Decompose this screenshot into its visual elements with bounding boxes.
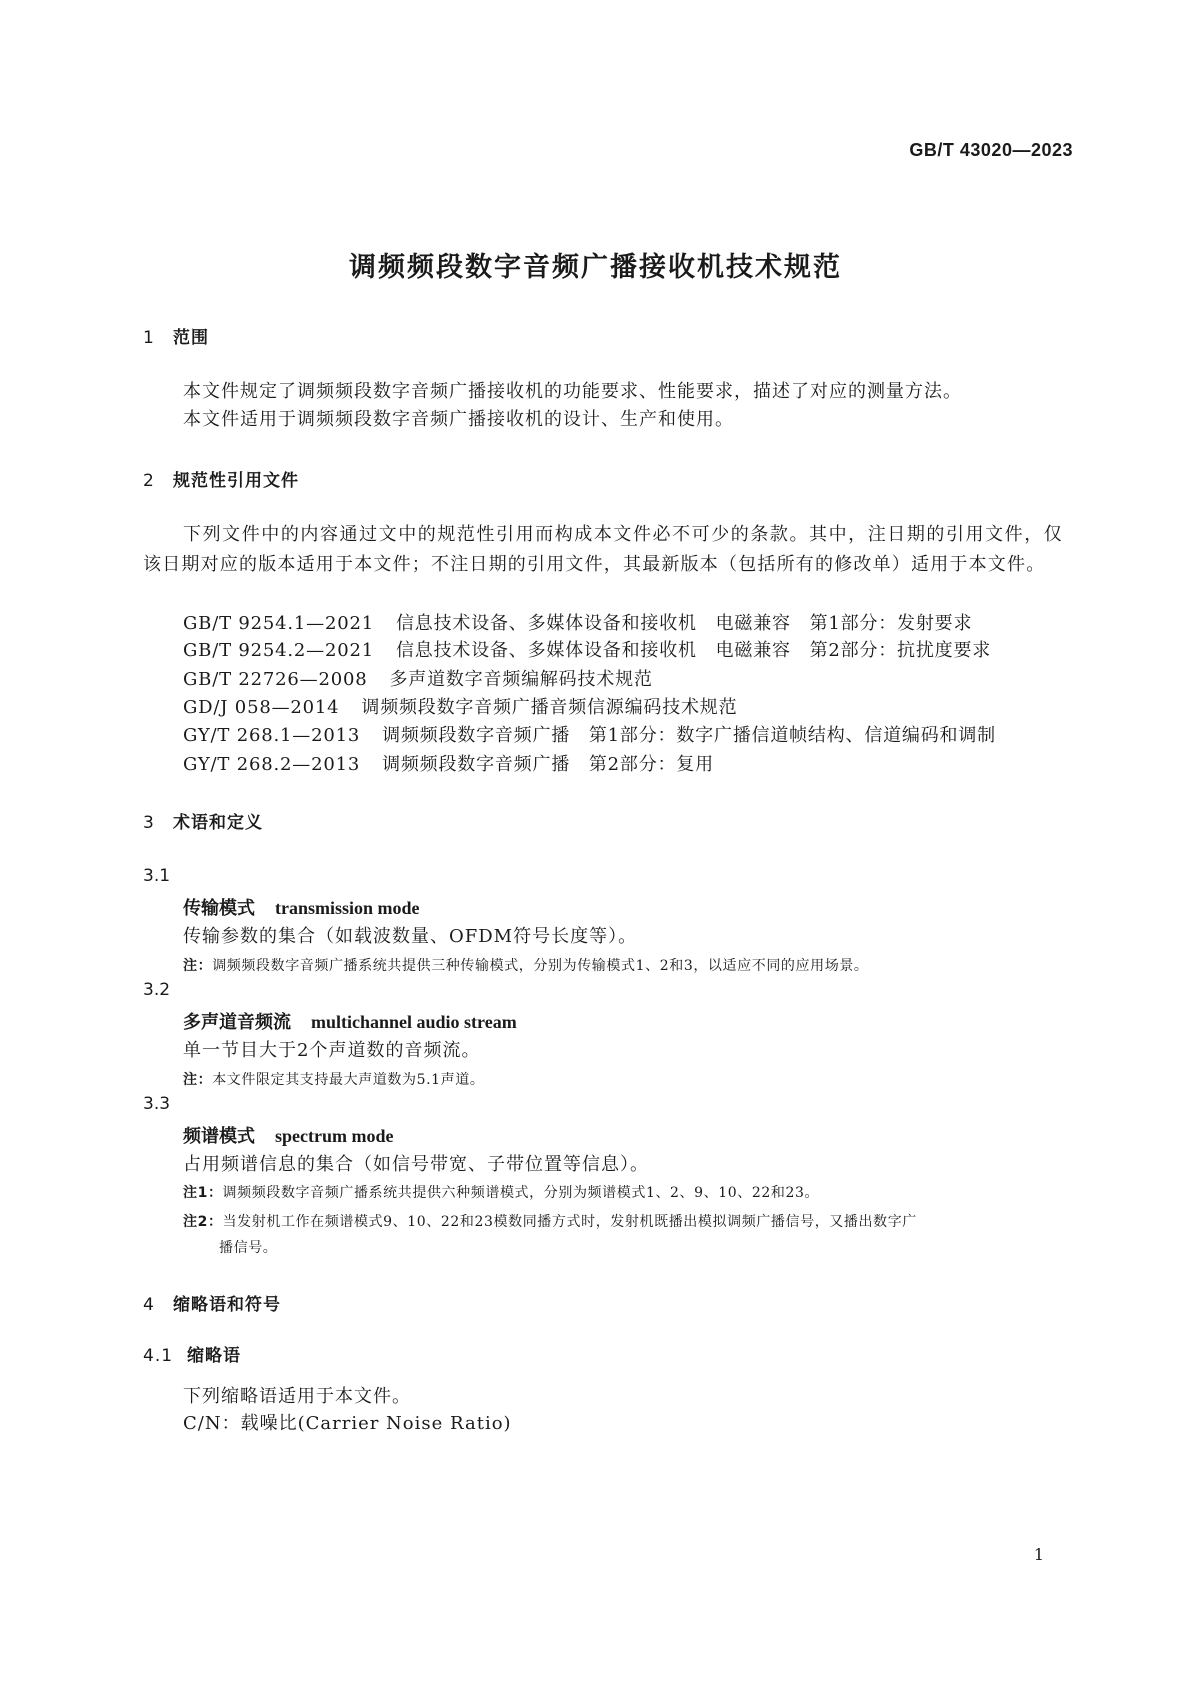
term-heading xyxy=(183,894,420,920)
section-4-heading xyxy=(143,1290,281,1315)
reference-title: 信息技术设备、多媒体设备和接收机 电磁兼容 第2部分：抗扰度要求 xyxy=(396,640,992,661)
term-en: multichannel audio stream xyxy=(311,1012,517,1032)
reference-item xyxy=(183,750,714,776)
paragraph: 下列缩略语适用于本文件。 xyxy=(183,1386,411,1407)
reference-item xyxy=(183,693,737,719)
term-zh: 传输模式 xyxy=(183,898,255,919)
section-1-heading xyxy=(143,323,209,348)
reference-title: 调频频段数字音频广播音频信源编码技术规范 xyxy=(361,697,738,718)
reference-code: GB/T 9254.2—2021 xyxy=(183,640,374,661)
term-note xyxy=(183,955,869,975)
section-number: 2 xyxy=(143,471,155,491)
reference-code: GY/T 268.2—2013 xyxy=(183,754,361,775)
reference-title: 调频频段数字音频广播 第1部分：数字广播信道帧结构、信道编码和调制 xyxy=(382,725,996,746)
term-en: spectrum mode xyxy=(275,1126,394,1146)
reference-title: 信息技术设备、多媒体设备和接收机 电磁兼容 第1部分：发射要求 xyxy=(396,613,973,634)
document-title: 调频频段数字音频广播接收机技术规范 xyxy=(349,252,842,283)
term-heading xyxy=(183,1122,393,1148)
section-number: 3 xyxy=(143,813,155,833)
section-number: 4 xyxy=(143,1295,155,1315)
term-number: 3.3 xyxy=(143,1094,171,1114)
subsection-4-1-heading xyxy=(143,1341,241,1366)
section-3-heading xyxy=(143,808,263,833)
term-heading xyxy=(183,1008,517,1034)
term-number: 3.2 xyxy=(143,980,171,1000)
page-number: 1 xyxy=(1033,1545,1044,1564)
note-label: 注2： xyxy=(183,1214,223,1230)
paragraph-normative-intro: 下列文件中的内容通过文中的规范性引用而构成本文件必不可少的条款。其中，注日期的引用文件，仅该日期对应的版本适用于本文件；不注日期的引用文件，其最新版本（包括所有的修改单）适用于本文件。 xyxy=(143,524,1063,575)
reference-item xyxy=(183,721,996,747)
reference-code: GD/J 058—2014 xyxy=(183,697,340,718)
term-zh: 频谱模式 xyxy=(183,1126,255,1147)
section-number: 1 xyxy=(143,328,155,348)
note-text: 调频频段数字音频广播系统共提供六种频谱模式，分别为频谱模式1、2、9、10、22和23。 xyxy=(222,1185,820,1201)
reference-code: GB/T 22726—2008 xyxy=(183,669,368,690)
term-number: 3.1 xyxy=(143,866,171,886)
term-zh: 多声道音频流 xyxy=(183,1012,291,1033)
note-text: 当发射机工作在频谱模式9、10、22和23模数同播方式时，发射机既播出模拟调频广播信号，又播出数字广 xyxy=(222,1214,917,1230)
abbreviation-item: C/N：载噪比(Carrier Noise Ratio) xyxy=(183,1413,512,1434)
note-text: 调频频段数字音频广播系统共提供三种传输模式，分别为传输模式1、2和3，以适应不同的应用场景。 xyxy=(212,958,869,974)
standard-number: GB/T 43020—2023 xyxy=(909,140,1073,160)
term-definition: 单一节目大于2个声道数的音频流。 xyxy=(183,1040,481,1061)
term-note-2 xyxy=(183,1209,1063,1261)
reference-title: 多声道数字音频编解码技术规范 xyxy=(389,669,653,690)
term-definition: 占用频谱信息的集合（如信号带宽、子带位置等信息）。 xyxy=(183,1154,649,1175)
note-label: 注1： xyxy=(183,1185,223,1201)
term-note-1 xyxy=(183,1182,819,1202)
term-en: transmission mode xyxy=(275,898,420,918)
section-title: 范围 xyxy=(173,328,209,348)
term-definition: 传输参数的集合（如载波数量、OFDM符号长度等）。 xyxy=(183,926,638,947)
note-label: 注： xyxy=(183,1072,213,1088)
reference-item xyxy=(183,609,972,635)
reference-code: GY/T 268.1—2013 xyxy=(183,725,361,746)
subsection-number: 4.1 xyxy=(143,1346,174,1366)
section-title: 规范性引用文件 xyxy=(173,471,299,491)
reference-item xyxy=(183,636,991,662)
term-note xyxy=(183,1069,484,1089)
note-text: 本文件限定其支持最大声道数为5.1声道。 xyxy=(212,1072,485,1088)
reference-code: GB/T 9254.1—2021 xyxy=(183,613,374,634)
reference-item xyxy=(183,665,653,691)
section-title: 缩略语和符号 xyxy=(173,1295,281,1315)
subsection-title: 缩略语 xyxy=(187,1346,241,1366)
paragraph: 本文件适用于调频频段数字音频广播接收机的设计、生产和使用。 xyxy=(183,409,734,430)
note-label: 注： xyxy=(183,958,213,974)
section-title: 术语和定义 xyxy=(173,813,263,833)
reference-title: 调频频段数字音频广播 第2部分：复用 xyxy=(382,754,714,775)
paragraph: 本文件规定了调频频段数字音频广播接收机的功能要求、性能要求，描述了对应的测量方法。 xyxy=(183,381,962,402)
note-text-continued: 播信号。 xyxy=(219,1240,278,1256)
section-2-heading xyxy=(143,466,299,491)
